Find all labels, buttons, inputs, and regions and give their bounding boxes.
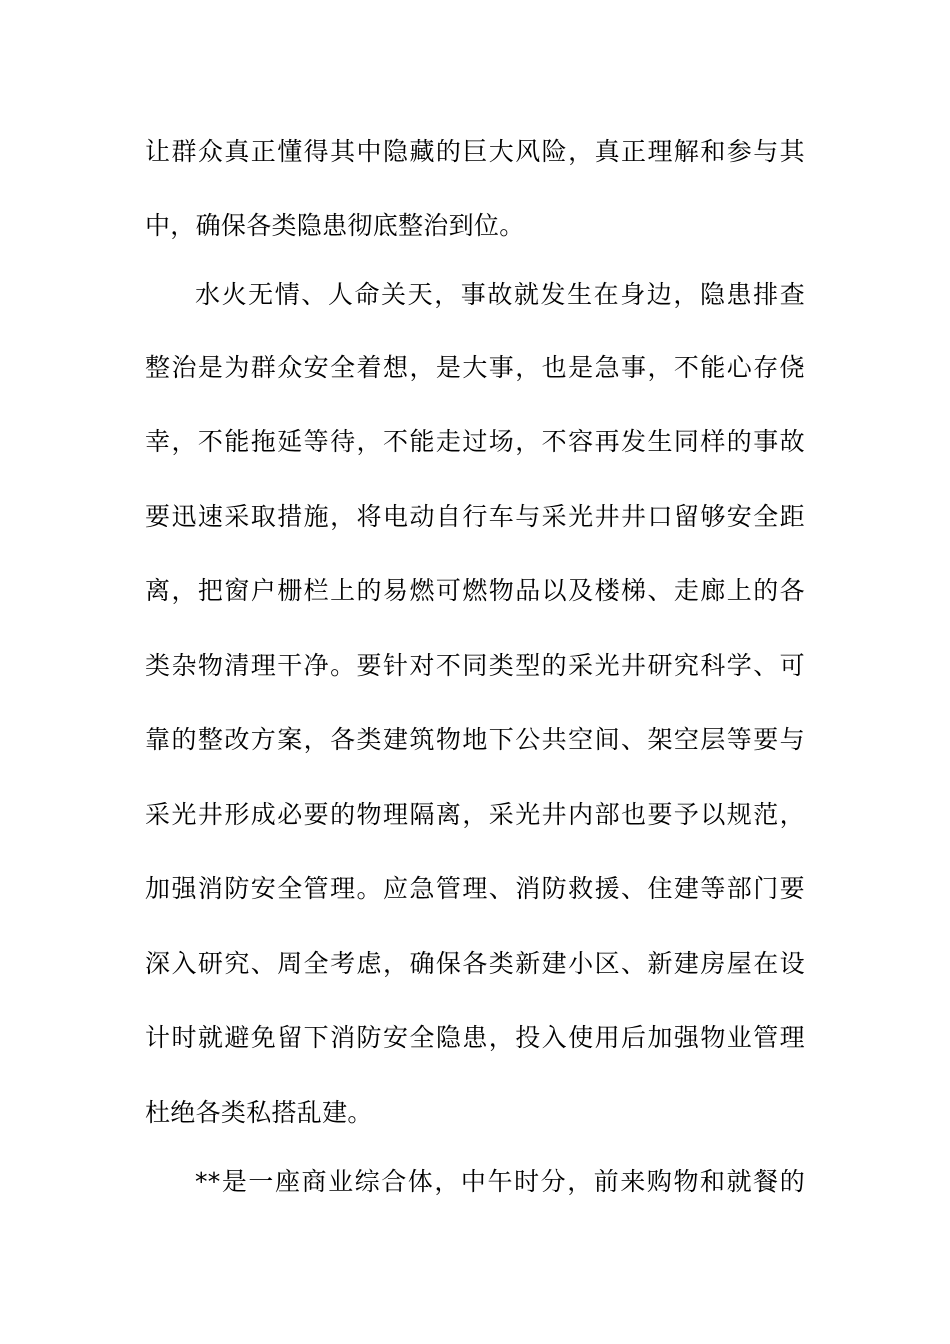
text-line: 加强消防安全管理。应急管理、消防救援、住建等部门要	[145, 874, 805, 903]
text-line: 要迅速采取措施，将电动自行车与采光井井口留够安全距	[145, 502, 805, 531]
text-line: 靠的整改方案，各类建筑物地下公共空间、架空层等要与	[145, 725, 805, 754]
text-line: 计时就避免留下消防安全隐患，投入使用后加强物业管理	[145, 1023, 805, 1052]
text-line: 深入研究、周全考虑，确保各类新建小区、新建房屋在设	[145, 949, 805, 978]
text-line: 中，确保各类隐患彻底整治到位。	[145, 211, 525, 240]
paragraph-first-line: 水火无情、人命关天，事故就发生在身边，隐患排查	[195, 280, 805, 309]
text-line: 采光井形成必要的物理隔离，采光井内部也要予以规范，	[145, 800, 805, 829]
text-line: 整治是为群众安全着想，是大事，也是急事，不能心存侥	[145, 353, 805, 382]
text-line: 类杂物清理干净。要针对不同类型的采光井研究科学、可	[145, 651, 805, 680]
text-line: 幸，不能拖延等待，不能走过场，不容再发生同样的事故	[145, 427, 805, 456]
paragraph-first-line: **是一座商业综合体，中午时分，前来购物和就餐的	[195, 1167, 805, 1196]
text-line: 让群众真正懂得其中隐藏的巨大风险，真正理解和参与其	[145, 137, 805, 166]
text-line: 杜绝各类私搭乱建。	[145, 1098, 373, 1127]
text-line: 离，把窗户栅栏上的易燃可燃物品以及楼梯、走廊上的各	[145, 576, 805, 605]
